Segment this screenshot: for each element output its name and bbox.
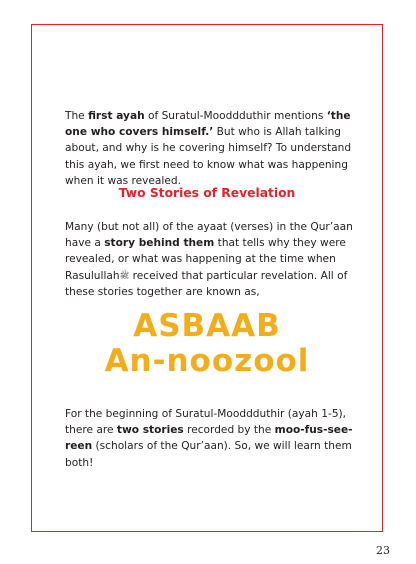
revelation-bold-story: story behind them bbox=[104, 237, 215, 250]
intro-bold-quote: ‘the one who covers himself.’ bbox=[65, 110, 351, 139]
closing-paragraph bbox=[65, 406, 355, 471]
closing-text-2: recorded by the bbox=[183, 424, 275, 437]
revelation-paragraph bbox=[65, 219, 355, 300]
section-heading: Two Stories of Revelation bbox=[118, 186, 296, 200]
closing-bold-two-stories: two stories bbox=[116, 424, 184, 437]
revelation-text-2: that tells why they were revealed, or what was happening at the time when Rasulullah bbox=[65, 237, 346, 282]
intro-text-2: of Suratul-Mooddduthir mentions bbox=[144, 110, 327, 122]
salawat-symbol: ﷺ bbox=[119, 270, 130, 280]
intro-bold-first-ayah: first ayah bbox=[88, 110, 145, 122]
closing-text-3: (scholars of the Qur’aan). So, we will learn them both! bbox=[65, 440, 352, 469]
revelation-text-3: received that particular revelation. All of these stories together are known as, bbox=[65, 269, 348, 298]
intro-text-1: The bbox=[65, 110, 89, 122]
closing-bold-moofusseereen: moo-fus-see-reen bbox=[65, 424, 353, 453]
page-number: 23 bbox=[376, 544, 390, 557]
title-art-line-2: An-noozool bbox=[104, 343, 310, 379]
closing-text-1: For the beginning of Suratul-Mooddduthir (ayah 1-5), there are bbox=[65, 408, 347, 437]
intro-text-3: But who is Allah talking about, and why is he covering himself? To understand this ayah, we first need to know what was happening when it was revealed. bbox=[65, 126, 352, 187]
intro-paragraph bbox=[65, 108, 355, 189]
revelation-text-1: Many (but not all) of the ayaat (verses) in the Qur’aan have a bbox=[65, 221, 353, 250]
title-art-line-1: ASBAAB bbox=[133, 308, 281, 344]
